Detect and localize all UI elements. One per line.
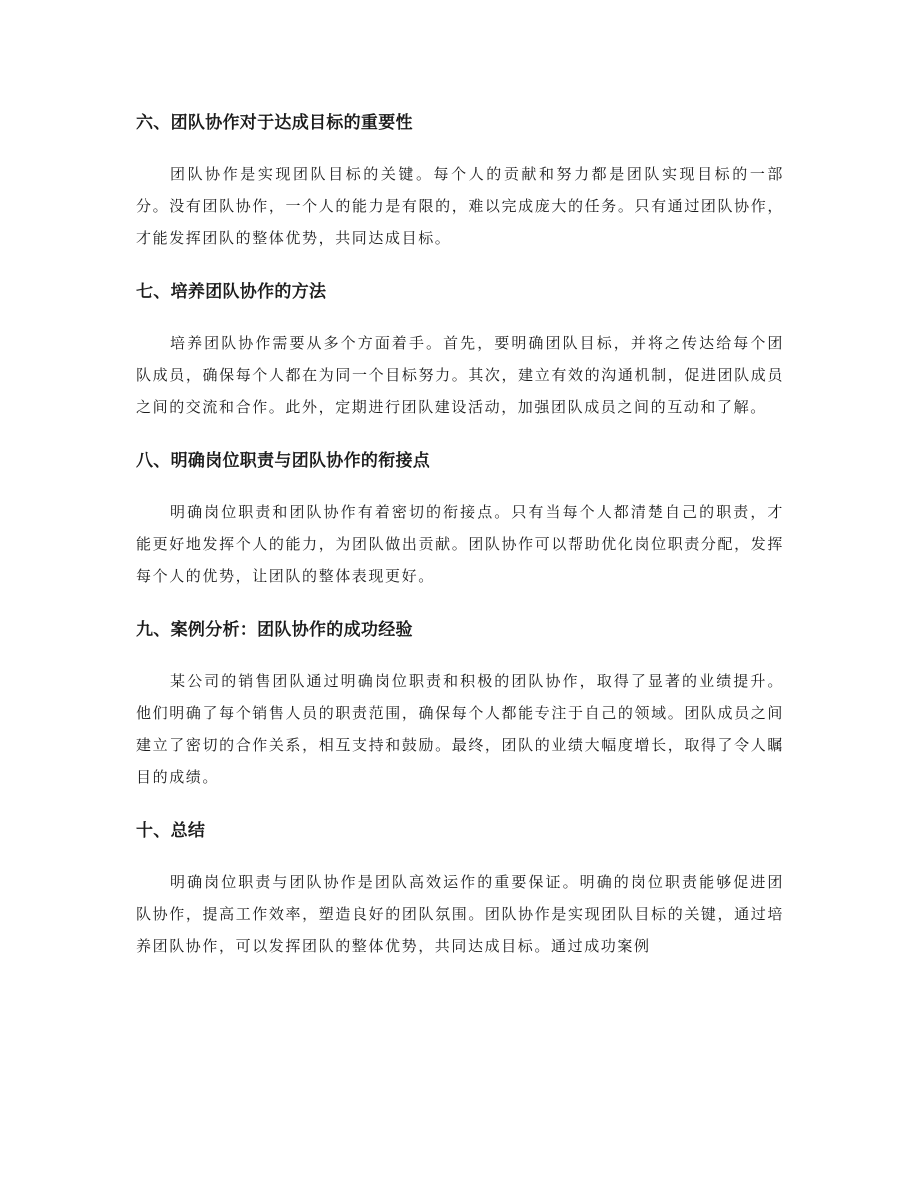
section-paragraph: 明确岗位职责和团队协作有着密切的衔接点。只有当每个人都清楚自己的职责，才能更好地发挥个人的能力，为团队做出贡献。团队协作可以帮助优化岗位职责分配，发挥每个人的优势，让团队的整体表现更好。	[136, 503, 784, 585]
section-paragraph: 团队协作是实现团队目标的关键。每个人的贡献和努力都是团队实现目标的一部分。没有团队协作，一个人的能力是有限的，难以完成庞大的任务。只有通过团队协作，才能发挥团队的整体优势，共同达成目标。	[136, 165, 784, 247]
section-methods-of-teamwork	[136, 279, 784, 423]
section-importance-of-teamwork	[136, 110, 784, 254]
section-case-study	[136, 617, 784, 793]
section-heading: 九、案例分析：团队协作的成功经验	[136, 620, 413, 640]
section-summary	[136, 818, 784, 962]
section-paragraph: 明确岗位职责与团队协作是团队高效运作的重要保证。明确的岗位职责能够促进团队协作，提高工作效率，塑造良好的团队氛围。团队协作是实现团队目标的关键，通过培养团队协作，可以发挥团队的整体优势，共同达成目标。通过成功案例	[136, 873, 784, 955]
section-paragraph: 培养团队协作需要从多个方面着手。首先，要明确团队目标，并将之传达给每个团队成员，确保每个人都在为同一个目标努力。其次，建立有效的沟通机制，促进团队成员之间的交流和合作。此外，定期进行团队建设活动，加强团队成员之间的互动和了解。	[136, 334, 784, 416]
section-heading: 六、团队协作对于达成目标的重要性	[136, 113, 413, 133]
section-duties-and-teamwork	[136, 448, 784, 592]
document-content	[136, 100, 784, 962]
section-heading: 八、明确岗位职责与团队协作的衔接点	[136, 451, 431, 471]
section-paragraph: 某公司的销售团队通过明确岗位职责和积极的团队协作，取得了显著的业绩提升。他们明确了每个销售人员的职责范围，确保每个人都能专注于自己的领域。团队成员之间建立了密切的合作关系，相互支持和鼓励。最终，团队的业绩大幅度增长，取得了令人瞩目的成绩。	[136, 672, 784, 786]
section-heading: 十、总结	[136, 821, 206, 841]
section-heading: 七、培养团队协作的方法	[136, 282, 327, 302]
